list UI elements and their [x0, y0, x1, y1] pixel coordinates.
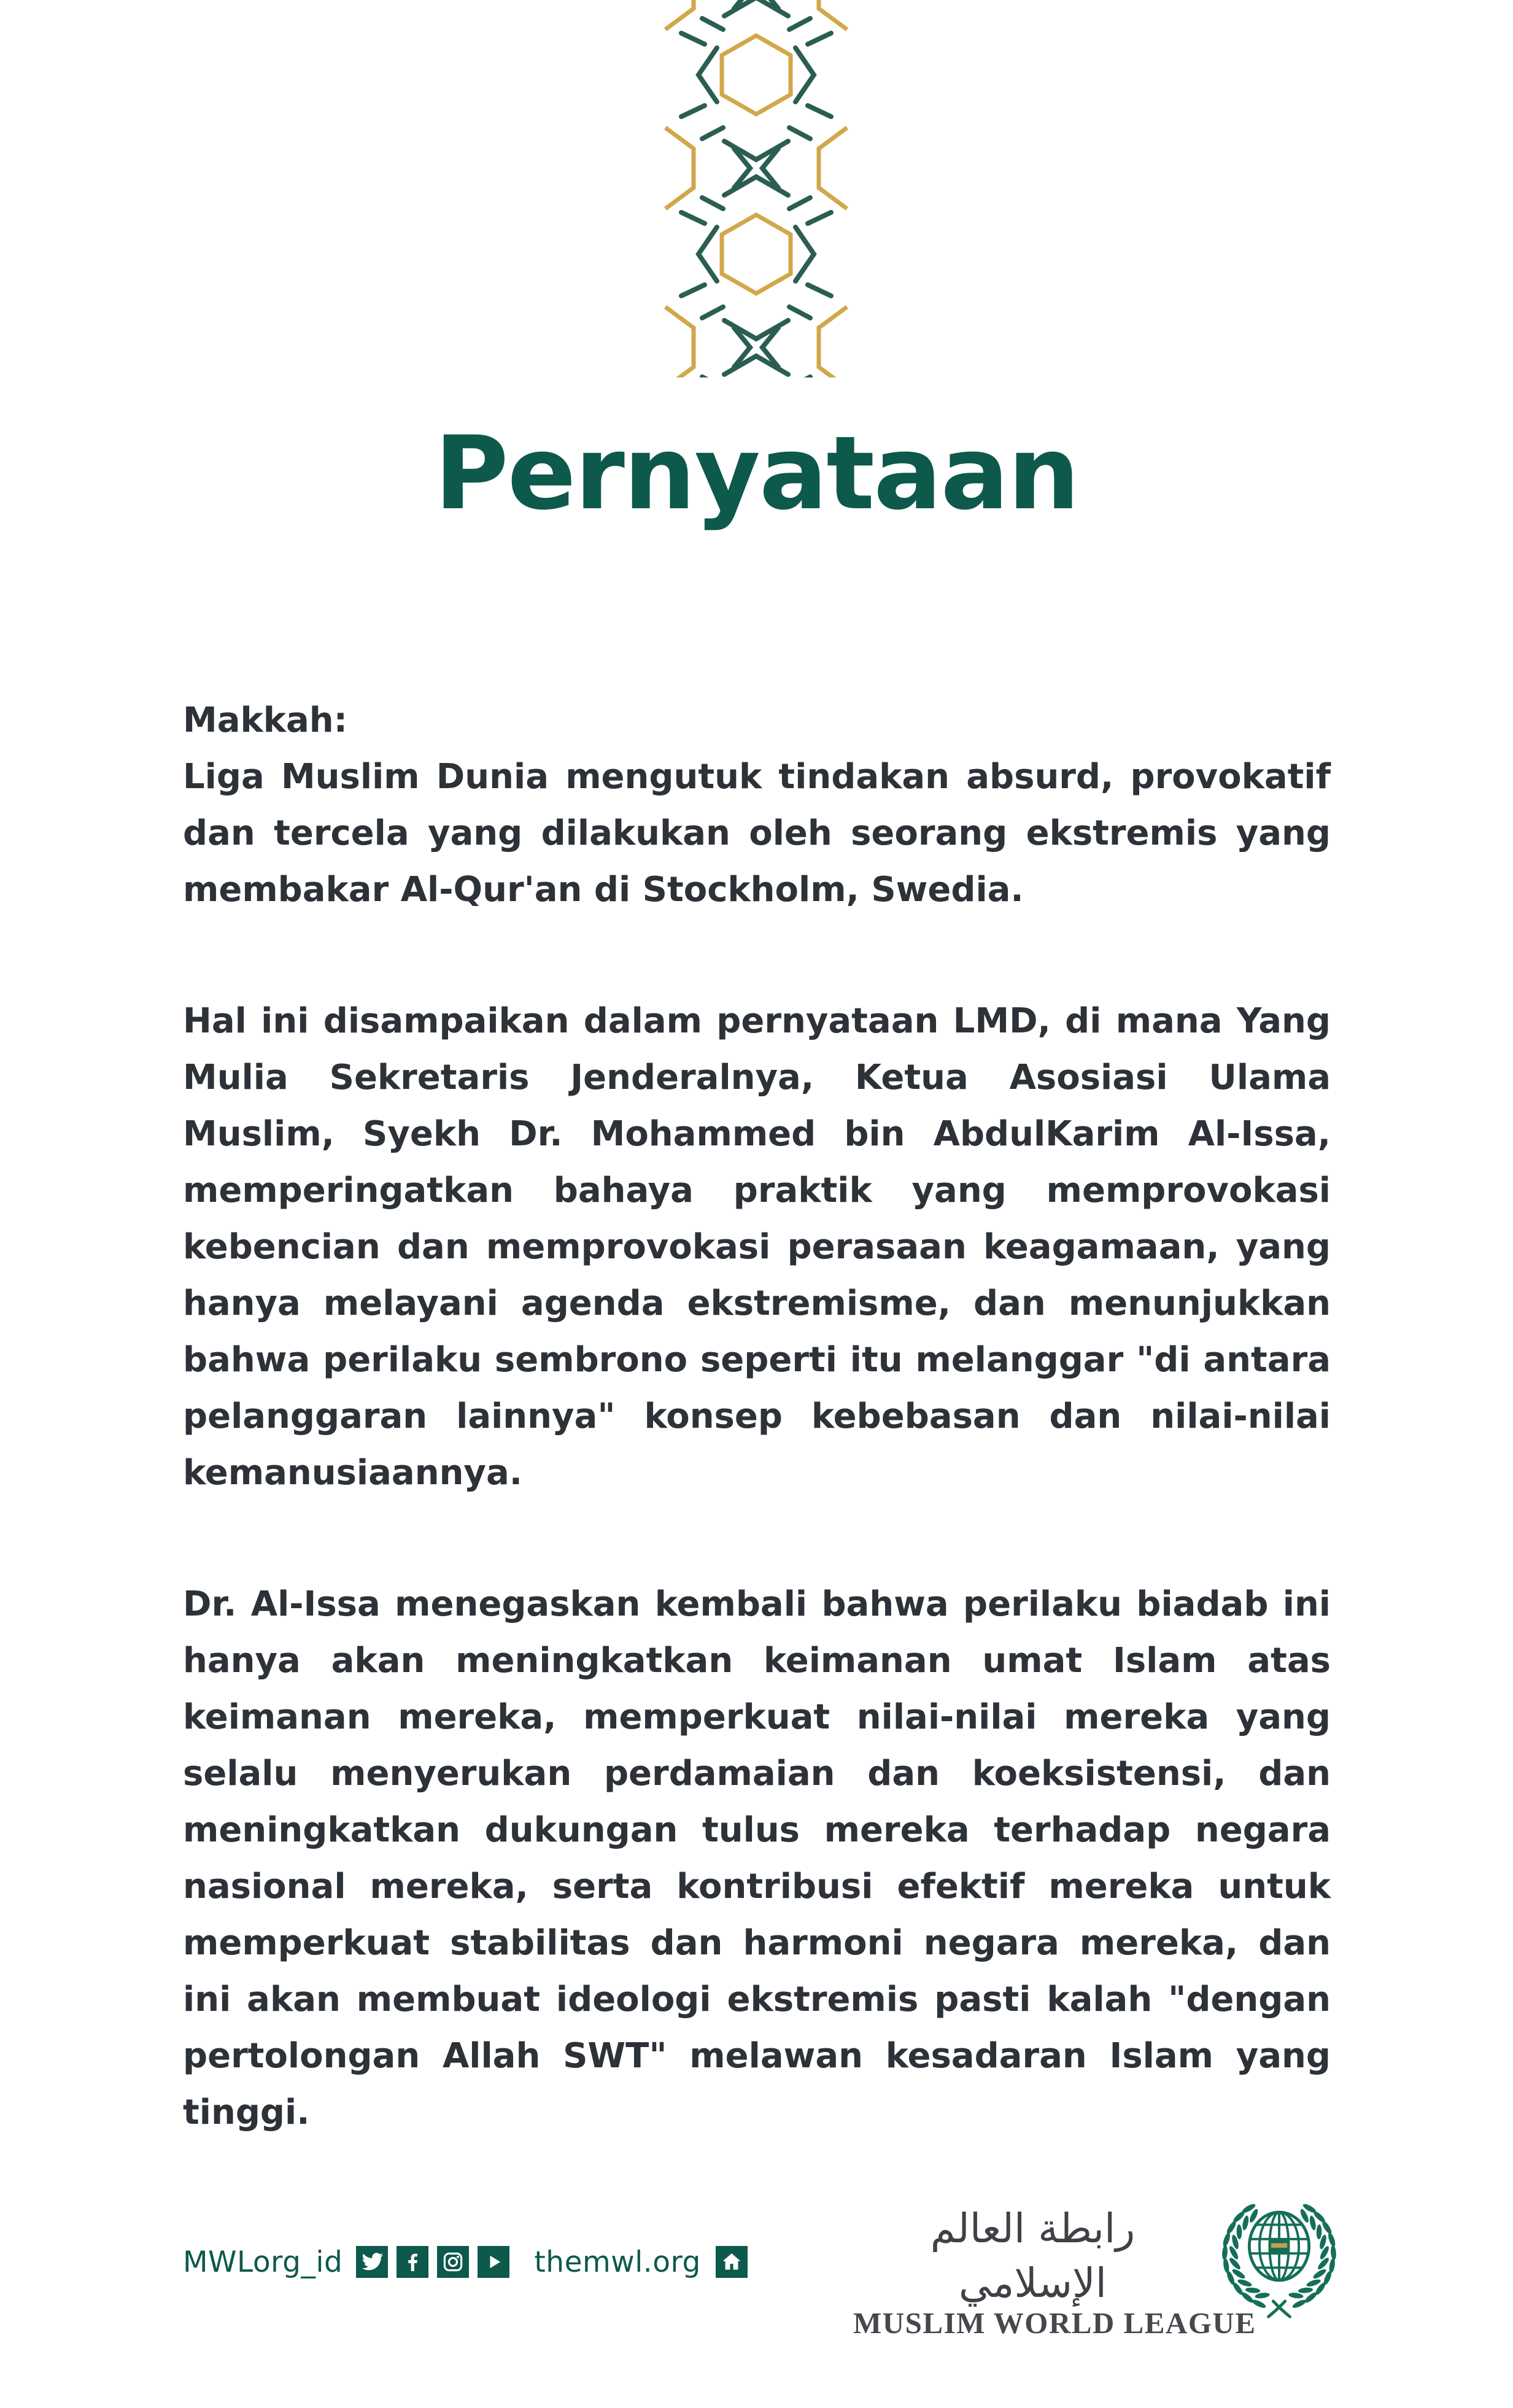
- page-title: Pernyataan: [434, 414, 1079, 532]
- dateline: Makkah:: [183, 700, 348, 740]
- social-handle[interactable]: MWLorg_id: [183, 2245, 343, 2279]
- paragraph-1: Liga Muslim Dunia mengutuk tindakan absurd, provokatif dan tercela yang dilakukan oleh seorang ekstremis yang membakar Al-Qur'an di Stockholm, Swedia.: [183, 757, 1331, 910]
- twitter-icon[interactable]: [356, 2246, 388, 2278]
- mwl-emblem-icon: [1219, 2191, 1339, 2321]
- geometric-pattern: [664, 0, 848, 377]
- youtube-icon[interactable]: [478, 2246, 509, 2278]
- mwl-wordmark: MUSLIM WORLD LEAGUE: [853, 2306, 1256, 2340]
- facebook-icon[interactable]: [397, 2246, 428, 2278]
- paragraph-2: Hal ini disampaikan dalam pernyataan LMD, di mana Yang Mulia Sekretaris Jenderalnya, Ketua Asosiasi Ulama Muslim, Syekh Dr. Mohammed bin AbdulKarim Al-Issa, memperingatkan bahaya praktik yang memprovokasi kebencian dan memprovokasi perasaan keagamaan, yang hanya melayani agenda ekstremisme, dan menunjukkan bahwa perilaku sembrono seperti itu melanggar "di antara pelanggaran lainnya" konsep kebebasan dan nilai-nilai kemanusiaannya.: [183, 1001, 1331, 1493]
- website-url[interactable]: themwl.org: [534, 2245, 701, 2279]
- instagram-icon[interactable]: [437, 2246, 469, 2278]
- mwl-arabic-calligraphy: رابطة العالم الإسلامي: [930, 2205, 1136, 2307]
- statement-body: [183, 692, 1331, 2216]
- paragraph-3: Dr. Al-Issa menegaskan kembali bahwa perilaku biadab ini hanya akan meningkatkan keimanan umat Islam atas keimanan mereka, memperkuat nilai-nilai mereka yang selalu menyerukan perdamaian dan koeksistensi, dan meningkatkan dukungan tulus mereka terhadap negara nasional mereka, serta kontribusi efektif mereka untuk memperkuat stabilitas dan harmoni negara mereka, dan ini akan membuat ideologi ekstremis pasti kalah "dengan pertolongan Allah SWT" melawan kesadaran Islam yang tinggi.: [183, 1584, 1331, 2132]
- home-icon[interactable]: [716, 2246, 748, 2278]
- footer-social-bar: [183, 2245, 748, 2278]
